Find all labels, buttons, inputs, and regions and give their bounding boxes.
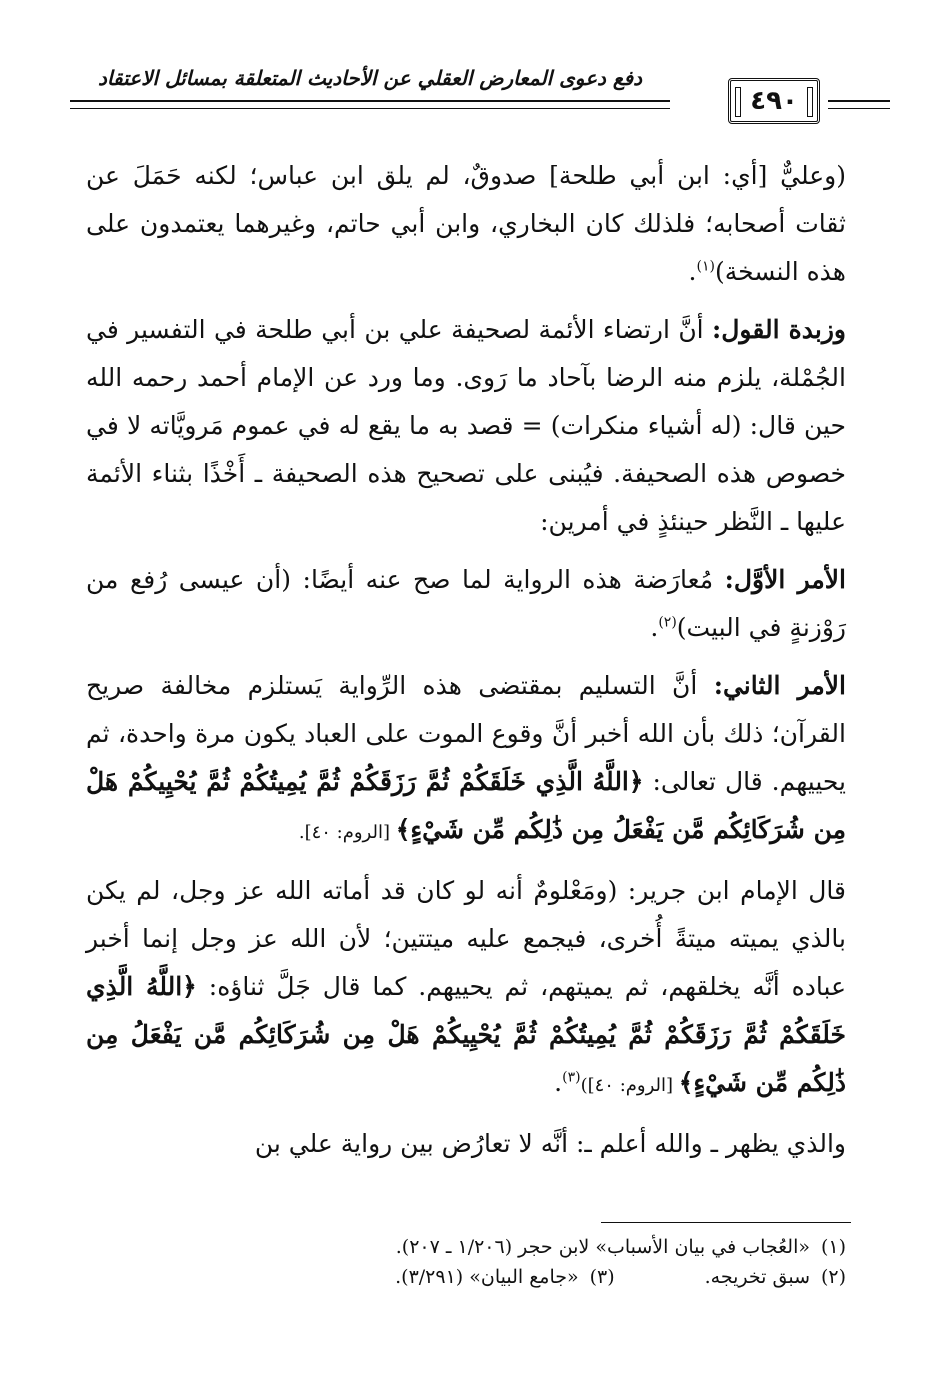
paragraph-3-tail: . [650, 613, 659, 642]
paragraph-2 [86, 306, 846, 546]
paragraph-6 [86, 1120, 846, 1168]
paragraph-3 [86, 556, 846, 652]
footnote-2-text: سبق تخريجه. [704, 1266, 810, 1288]
footnote-ref-3: (٣) [562, 1069, 581, 1086]
footnote-3-number: (٣) [589, 1266, 615, 1288]
footnote-3 [395, 1262, 615, 1292]
footnote-3-text: «جامع البيان» (٣/٢٩١). [395, 1266, 579, 1288]
footnotes [86, 1232, 846, 1292]
footnote-ref-2: (٢) [658, 614, 677, 631]
paragraph-1 [86, 152, 846, 296]
running-title: دفع دعوى المعارض العقلي عن الأحاديث المتعلقة بمسائل الاعتقاد [97, 66, 642, 90]
paragraph-2-lead: وزبدة القول: [712, 315, 846, 344]
paragraph-5-tail: . [554, 1068, 563, 1097]
paragraph-2-text: أنَّ ارتضاء الأئمة لصحيفة علي بن أبي طلحة في التفسير في الجُمْلة، يلزم منه الرضا بآحاد ما رَوى. وما ورد عن الإمام أحمد رحمه الله حين قال: (له أشياء منكرات) = قصد به ما يقع له في عموم مَرويَّاته لا في خصوص هذه الصحيفة. فيُبنى على تصحيح هذه الصحيفة ـ أَخْذًا بثناء الأئمة عليها ـ النَّظر حينئذٍ في أمرين: [86, 315, 846, 536]
quran-verse-1: ﴿اللَّهُ الَّذِي خَلَقَكُمْ ثُمَّ رَزَقَكُمْ ثُمَّ يُمِيتُكُمْ ثُمَّ يُحْيِيكُمْ هَلْ مِن شُرَكَائِكُم مَّن يَفْعَلُ مِن ذَٰلِكُم مِّن شَيْءٍ﴾ [86, 767, 846, 844]
footnote-separator [601, 1222, 851, 1223]
verse-ref-1: [الروم: ٤٠]. [298, 822, 396, 843]
paragraph-1-text: (وعليٌّ [أي: ابن أبي طلحة] صدوقٌ، لم يلق ابن عباس؛ لكنه حَمَلَ عن ثقات أصحابه؛ فلذلك كان البخاري، وابن أبي حاتم، وغيرهما يعتمدون على هذه النسخة) [86, 161, 846, 286]
paragraph-5-text: قال الإمام ابن جرير: (ومَعْلومٌ أنه لو كان قد أماته الله عز وجل، لم يكن بالذي يميته ميتةً أُخرى، فيجمع عليه ميتتين؛ لأن الله عز وجل إنما أخبر عباده أنَّه يخلقهم، ثم يميتهم، ثم يحييهم. كما قال جَلَّ ثناؤه: [86, 876, 846, 1001]
footnote-2-number: (٢) [820, 1266, 846, 1288]
page-number [728, 78, 820, 124]
footnote-2 [705, 1262, 846, 1292]
footnote-1-text: «العُجاب في بيان الأسباب» لابن حجر (١/٢٠٦ ـ ٢٠٧). [395, 1236, 810, 1258]
header-rule-left [70, 100, 670, 109]
paragraph-4 [86, 662, 846, 857]
paragraph-6-text: والذي يظهر ـ والله أعلم ـ: أنَّه لا تعارُض بين رواية علي بن [254, 1129, 846, 1158]
paragraph-4-lead: الأمر الثاني: [713, 671, 847, 700]
paragraph-5 [86, 867, 846, 1110]
footnote-ref-1: (١) [696, 258, 715, 275]
main-text [86, 152, 846, 1178]
paragraph-3-lead: الأمر الأوَّل: [724, 565, 846, 594]
footnote-1 [86, 1232, 846, 1262]
paragraph-4-text: أنَّ التسليم بمقتضى هذه الرِّواية يَستلزم مخالفة صريح القرآن؛ ذلك بأن الله أخبر أنَّ وقوع الموت على العباد يكون مرة واحدة، ثم يحييهم. قال تعالى: [86, 671, 846, 796]
header-rule-right [828, 100, 890, 109]
footnote-row-2 [86, 1262, 846, 1292]
quran-verse-2: ﴿اللَّهُ الَّذِي خَلَقَكُمْ ثُمَّ رَزَقَكُمْ ثُمَّ يُمِيتُكُمْ ثُمَّ يُحْيِيكُمْ هَلْ مِن شُرَكَائِكُم مَّن يَفْعَلُ مِن ذَٰلِكُم مِّن شَيْءٍ﴾ [86, 972, 846, 1097]
verse-ref-2: [الروم: ٤٠]) [580, 1075, 679, 1096]
paragraph-3-text: مُعارَضة هذه الرواية لما صح عنه أيضًا: (أن عيسى رُفع من رَوْزنةٍ في البيت) [86, 565, 846, 642]
page-number-text: ٤٩٠ [750, 86, 798, 116]
running-header [70, 60, 890, 140]
paragraph-1-tail: . [688, 257, 697, 286]
footnote-1-number: (١) [820, 1236, 846, 1258]
